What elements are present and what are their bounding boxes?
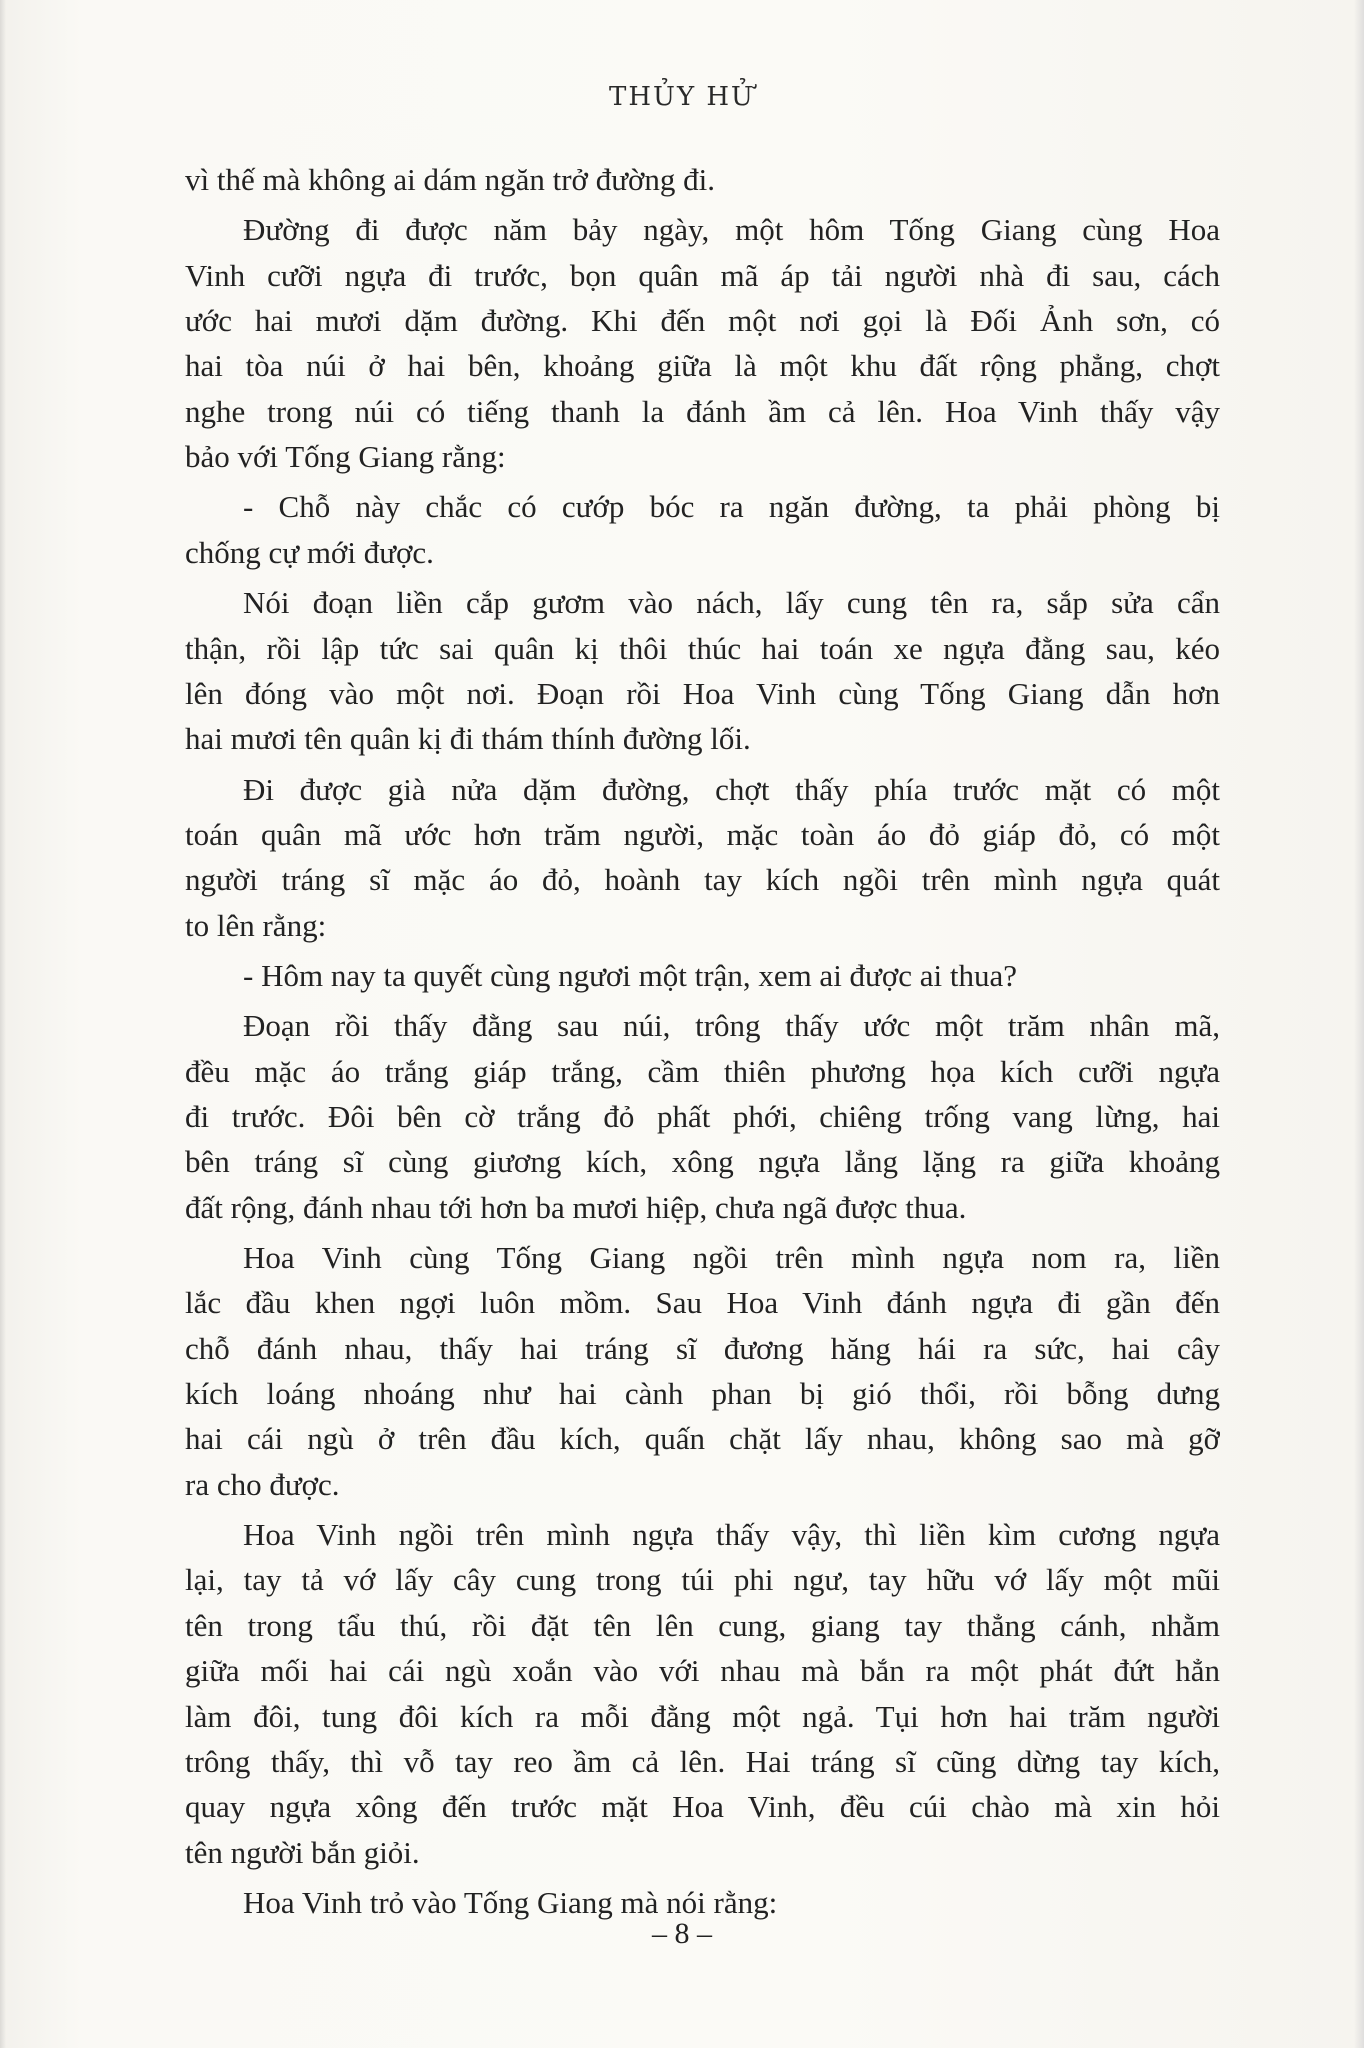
text-line: tên người bắn giỏi.	[185, 1835, 420, 1870]
text-line: làm đôi, tung đôi kích ra mỗi đằng một ngả. Tụi hơn hai trăm người	[185, 1699, 1220, 1734]
text-line: lắc đầu khen ngợi luôn mồm. Sau Hoa Vinh đánh ngựa đi gần đến	[185, 1285, 1220, 1320]
text-line: thận, rồi lập tức sai quân kị thôi thúc hai toán xe ngựa đằng sau, kéo	[185, 631, 1220, 666]
text-line: Vinh cưỡi ngựa đi trước, bọn quân mã áp tải người nhà đi sau, cách	[185, 258, 1220, 293]
text-line: Đi được già nửa dặm đường, chợt thấy phía trước mặt có một	[243, 772, 1220, 807]
text-line: hai mươi tên quân kị đi thám thính đường lối.	[185, 721, 751, 756]
text-line: chỗ đánh nhau, thấy hai tráng sĩ đương hăng hái ra sức, hai cây	[185, 1331, 1220, 1366]
page-left-edge	[0, 0, 6, 2048]
running-header: THỦY HỬ	[609, 82, 755, 112]
text-line: bên tráng sĩ cùng giương kích, xông ngựa lẳng lặng ra giữa khoảng	[185, 1144, 1220, 1179]
text-line: hai cái ngù ở trên đầu kích, quấn chặt lấy nhau, không sao mà gỡ	[185, 1421, 1220, 1456]
text-line: to lên rằng:	[185, 908, 327, 943]
text-line: - Chỗ này chắc có cướp bóc ra ngăn đường, ta phải phòng bị	[243, 489, 1220, 524]
text-line: Hoa Vinh ngồi trên mình ngựa thấy vậy, thì liền kìm cương ngựa	[243, 1517, 1220, 1552]
text-line: lại, tay tả vớ lấy cây cung trong túi phi ngư, tay hữu vớ lấy một mũi	[185, 1562, 1220, 1597]
text-line: chống cự mới được.	[185, 535, 434, 570]
text-line: đất rộng, đánh nhau tới hơn ba mươi hiệp, chưa ngã được thua.	[185, 1190, 967, 1225]
text-line: người tráng sĩ mặc áo đỏ, hoành tay kích ngồi trên mình ngựa quát	[185, 862, 1220, 897]
text-line: lên đóng vào một nơi. Đoạn rồi Hoa Vinh cùng Tống Giang dẫn hơn	[185, 676, 1220, 711]
text-line: ước hai mươi dặm đường. Khi đến một nơi gọi là Đối Ảnh sơn, có	[185, 303, 1220, 338]
text-line: đi trước. Đôi bên cờ trắng đỏ phất phới, chiêng trống vang lừng, hai	[185, 1099, 1220, 1134]
text-line: kích loáng nhoáng như hai cành phan bị gió thổi, rồi bỗng dưng	[185, 1376, 1220, 1411]
text-line: giữa mối hai cái ngù xoắn vào với nhau mà bắn ra một phát đứt hẳn	[185, 1653, 1220, 1688]
text-line: vì thế mà không ai dám ngăn trở đường đi.	[185, 162, 715, 197]
text-line: nghe trong núi có tiếng thanh la đánh ầm cả lên. Hoa Vinh thấy vậy	[185, 394, 1220, 429]
text-line: bảo với Tống Giang rằng:	[185, 439, 506, 474]
text-line: ra cho được.	[185, 1467, 340, 1502]
text-line: đều mặc áo trắng giáp trắng, cầm thiên phương họa kích cưỡi ngựa	[185, 1054, 1220, 1089]
text-line: toán quân mã ước hơn trăm người, mặc toàn áo đỏ giáp đỏ, có một	[185, 817, 1220, 852]
text-line: Hoa Vinh trỏ vào Tống Giang mà nói rằng:	[243, 1885, 778, 1920]
text-line: tên trong tẩu thú, rồi đặt tên lên cung, giang tay thẳng cánh, nhằm	[185, 1608, 1220, 1643]
page-right-edge	[1354, 0, 1364, 2048]
text-line: hai tòa núi ở hai bên, khoảng giữa là một khu đất rộng phẳng, chợt	[185, 348, 1220, 383]
text-line: Đường đi được năm bảy ngày, một hôm Tống Giang cùng Hoa	[243, 212, 1220, 247]
text-line: Đoạn rồi thấy đằng sau núi, trông thấy ước một trăm nhân mã,	[243, 1008, 1220, 1043]
page-number: – 8 –	[652, 1917, 712, 1950]
text-line: - Hôm nay ta quyết cùng ngươi một trận, xem ai được ai thua?	[243, 958, 1018, 993]
text-line: quay ngựa xông đến trước mặt Hoa Vinh, đều cúi chào mà xin hỏi	[185, 1789, 1220, 1824]
text-line: Hoa Vinh cùng Tống Giang ngồi trên mình ngựa nom ra, liền	[243, 1240, 1220, 1275]
text-line: trông thấy, thì vỗ tay reo ầm cả lên. Hai tráng sĩ cũng dừng tay kích,	[185, 1744, 1220, 1779]
text-line: Nói đoạn liền cắp gươm vào nách, lấy cung tên ra, sắp sửa cẩn	[243, 585, 1220, 620]
